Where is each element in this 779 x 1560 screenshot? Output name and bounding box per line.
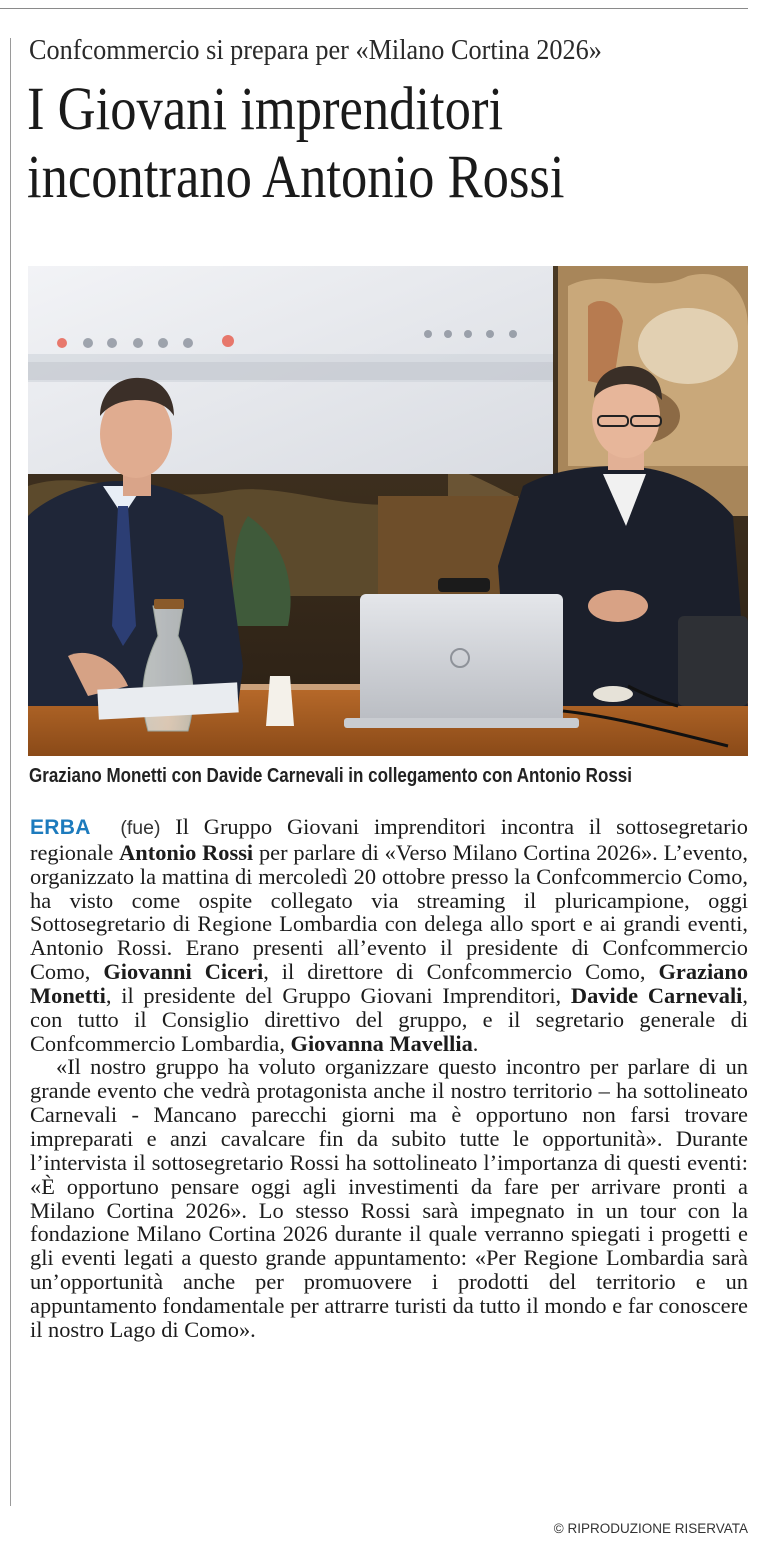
p1-text-6: . (472, 1030, 479, 1056)
photo-caption: Graziano Monetti con Davide Carnevali in collegamento con Antonio Rossi (29, 765, 632, 787)
dateline: ERBA (30, 816, 91, 839)
paragraph-2: «Il nostro gruppo ha voluto organizzare questo incontro per parlare di un grande evento che vedrà protagonista anche il nostro territorio – ha sottolineato Carnevali - Mancano parecchi giorni ma è opportuno non farsi trovare impreparati e anzi cavalcare fin da subito tutte le opportunità». Durante l’intervista il sottosegretario Rossi ha sottolineato l’importanza di questi eventi: «È opportuno pensare oggi agli investimenti da fare per arrivare pronti a Milano Cortina 2026». Lo stesso Rossi sarà impegnato in un tour con la fondazione Milano Cortina 2026 durante il quale verranno spiegati i progetti e gli eventi legati a questo grande appuntamento: «Per Regione Lombardia sarà un’opportunità anche per promuovere i prodotti del territorio e un appuntamento fondamentale per attrarre turisti da tutto il mondo e far conoscere il nostro Lago di Como». (30, 1054, 748, 1342)
copyright-notice: © RIPRODUZIONE RISERVATA (553, 1521, 748, 1536)
headline-line-2: incontrano Antonio Rossi (27, 144, 565, 211)
headline-line-1: I Giovani imprenditori (27, 76, 504, 143)
p1-text-1: Il Gruppo Giovani imprenditori incontra il sottosegretario regionale (30, 814, 748, 865)
person-davide-carnevali: Davide Carnevali (570, 982, 743, 1008)
p1-text-5: , con tutto il Consiglio direttivo del gruppo, e il segretario generale di Confcommercio Lombardia, (30, 982, 748, 1056)
p1-text-4: , il presidente del Gruppo Giovani Imprenditori, (105, 982, 571, 1008)
byline: (fue) (120, 817, 161, 839)
article-kicker: Confcommercio si prepara per «Milano Cortina 2026» (29, 34, 602, 66)
top-rule (0, 8, 748, 9)
p1-text-3: , il direttore di Confcommercio Como, (263, 959, 659, 985)
person-giovanna-mavellia: Giovanna Mavellia (290, 1030, 473, 1056)
article-headline (27, 76, 717, 212)
column-rule (10, 38, 11, 1506)
p1-text-2: per parlare di «Verso Milano Cortina 2026». L’evento, organizzato la mattina di mercoledì 20 ottobre presso la Confcommercio Como, ha visto come ospite collegato via streaming il pluricampione, oggi Sottosegretario di Regione Lombardia con delega allo sport e ai grandi eventi, Antonio Rossi. Erano presenti all’evento il presidente di Confcommercio Como, (30, 839, 748, 985)
person-graziano-monetti: Graziano Monetti (30, 959, 749, 1008)
article-body (30, 815, 748, 1342)
article-photo (28, 266, 748, 756)
person-giovanni-ciceri: Giovanni Ciceri (103, 959, 264, 985)
paragraph-1 (30, 815, 748, 1055)
person-antonio-rossi: Antonio Rossi (119, 839, 254, 865)
